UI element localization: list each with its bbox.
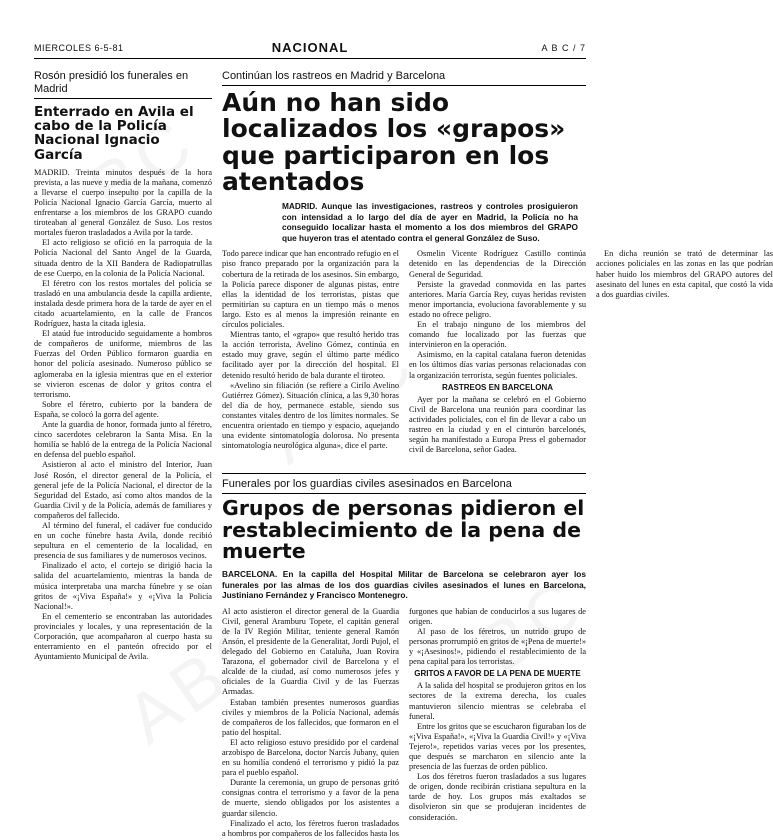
right1-subhead: RASTREOS EN BARCELONA	[441, 382, 554, 392]
section-name: NACIONAL	[271, 40, 349, 55]
left-kicker: Rosón presidió los funerales en Madrid	[34, 70, 212, 99]
right1-paragraph: Asimismo, en la capital catalana fueron detenidas en los últimos días varias personas relacionadas con la organización terrorista, según fuentes policiales.	[409, 350, 586, 380]
right2-paragraph: A la salida del hospital se produjeron gritos en los sectores de la extrema derecha, los cuales mantuvieron silencio mientras se celebraba el funeral.	[409, 681, 586, 721]
right-articles	[222, 70, 773, 838]
header-rule	[34, 58, 586, 59]
left-body	[34, 168, 212, 663]
left-headline: Enterrado en Avila el cabo de la Policía Nacional Ignacio García	[34, 104, 194, 163]
right1-paragraph: En dicha reunión se trató de determinar las acciones policiales en las zonas en las que podrían haber huido los miembros del GRAPO autores del asesinato del lunes en esta capital, que costó la vida a dos guardias civiles.	[596, 249, 773, 299]
article-separator	[222, 473, 586, 474]
right2-paragraph: Al paso de los féretros, un nutrido grupo de personas prorrumpió en gritos de «¡Pena de muerte!» y «¡Asesinos!», pidiendo el restablecimiento de la pena capital para los terroristas.	[409, 626, 586, 667]
right2-paragraph: Al acto asistieron el director general de la Guardia Civil, general Aramburu Topete, el capitán general de la IV Región Militar, teniente general Ramón Ansón, el presidente de la Generalitat, Jordi Pujol, el delegado del Gobierno en Cataluña, Juan Rovira Tarazona, el gobernador civil de Barcelona y el alcalde de la ciudad, así como numerosos jefes y oficiales de la Guardia Civil y de las Fuerzas Armadas.	[222, 606, 399, 697]
left-paragraph: El ataúd fue introducido seguidamente a hombros de compañeros de uniforme, miembros de las Fuerzas del Orden Público formaron guardia en honor del policía asesinado. Numeroso público se aglomeraba en la iglesia mientras que en el exterior se vivieron escenas de dolor y gritos contra el terrorismo.	[34, 329, 212, 399]
page-header	[34, 40, 586, 56]
right2-paragraph: Durante la ceremonia, un grupo de personas gritó consignas contra el terrorismo y a favor de la pena de muerte, siendo obligados por los asistentes a guardar silencio.	[222, 778, 399, 818]
right2-lead: BARCELONA. En la capilla del Hospital Militar de Barcelona se celebraron ayer los funerales por las almas de los dos guardias civiles asesinados el lunes en Barcelona, Justiniano Fernández y Francisco Montenegro.	[222, 568, 586, 601]
right2-body	[222, 607, 586, 839]
left-paragraph: Asistieron al acto el ministro del Interior, Juan José Rosón, el director general de la Policía, el general jefe de la Policía Nacional, el director de la Seguridad del Estado, así como altos mandos de la Guardia Civil y de la Policía, además de familiares y compañeros del fallecido.	[34, 460, 212, 520]
right1-body	[222, 249, 773, 467]
right1-headline: Aún no han sido localizados los «grapos» que participaron en los atentados	[222, 88, 566, 196]
right1-paragraph: Mientras tanto, el «grapo» que resultó herido tras la acción terrorista, Avelino Gómez, continúa en estado muy grave, según el último parte médico facilitado ayer por la dirección del hospital. El detenido resultó herido de bala durante el tiroteo.	[222, 330, 399, 380]
right2-paragraph: Finalizado el acto, los féretros fueron trasladados a hombros por compañeros de los fallecidos hasta los furgones que habían de conducirlos a sus lugares de origen.	[222, 606, 586, 838]
right1-paragraph: En el trabajo ninguno de los miembros del comando fue localizado por las fuerzas que intervinieron en la operación.	[409, 320, 586, 350]
right1-paragraph: Osmelin Vicente Rodríguez Castillo continúa detenido en las dependencias de la Dirección General de Seguridad.	[409, 249, 586, 279]
right2-subhead: GRITOS A FAVOR DE LA PENA DE MUERTE	[414, 669, 581, 679]
right2-kicker: Funerales por los guardias civiles asesinados en Barcelona	[222, 478, 586, 494]
right1-paragraph: Persiste la gravedad conmovida en las partes anteriores. María García Rey, cuyas heridas revisten menor importancia, evoluciona favorablemente y su estado no ofrece peligro.	[409, 279, 586, 319]
left-paragraph: MADRID. Treinta minutos después de la hora prevista, a las nueve y media de la mañana, comenzó a llevarse el cuerpo insepulto por la capilla de la Policía Nacional Ignacio García García, muerto al enfrentarse a los miembros de los GRAPO cuando tiroteaban al general González de Suso. Los restos mortales fueron trasladados a Avila por la tarde.	[34, 167, 212, 238]
right1-paragraph: Ayer por la mañana se celebró en el Gobierno Civil de Barcelona una reunión para coordinar las actividades policiales, con el fin de llevar a cabo un rastreo en la ciudad y en el cinturón barcelonés, según ha manifestado a Europa Press el gobernador civil de Barcelona, señor Gadea.	[409, 394, 586, 455]
left-paragraph: Sobre el féretro, cubierto por la bandera de España, se colocó la gorra del agente.	[34, 399, 212, 419]
left-paragraph: Ante la guardia de honor, formada junto al féretro, cinco sacerdotes celebraron la Santa Misa. En la homilía se habló de la entrega de la Policía Nacional en defensa del pueblo español.	[34, 420, 212, 460]
right1-paragraph: «Avelino sin filiación (se refiere a Cirilo Avelino Gutiérrez Gómez). Situación clínica, a las 9,30 horas del día de hoy, permanece estable, siendo sus constantes vitales dentro de los límites normales. Se encuentra orientado en tiempo y espacio, aquejando una evidente sintomatología dolorosa. No presenta sintomatología neurológica alguna», dice el parte.	[222, 380, 399, 451]
left-paragraph: El féretro con los restos mortales del policía se trasladó en una ambulancia desde la capilla ardiente, instalada desde primera hora de la tarde de ayer en el citado acuartelamiento, en la calle de Francos Rodríguez, hasta la citada iglesia.	[34, 278, 212, 329]
right2-paragraph: Entre los gritos que se escucharon figuraban los de «¡Viva España!», «¡Viva la Guardia Civil!» y «¡Viva Tejero!», repetidos varias veces por los presentes, que después se marcharon en silencio ante la presencia de las fuerzas de orden público.	[409, 721, 586, 772]
right2-headline: Grupos de personas pidieron el restablecimiento de la pena de muerte	[222, 496, 585, 564]
left-paragraph: El acto religioso se ofició en la parroquia de la Policía Nacional del Santo Angel de la Guarda, situada dentro de la XII Bandera de Radiopatrullas de ese Cuerpo, en la colonia de la Policía Nacional.	[34, 238, 212, 278]
issue-date: MIERCOLES 6-5-81	[34, 43, 124, 53]
right1-lead: MADRID. Aunque las investigaciones, rastreos y controles prosiguieron con intensidad a lo largo del día de ayer en Madrid, la Policía no ha conseguido localizar hasta el momento a los dos miembros del GRAPO que huyeron tras el atentado contra el general González de Suso.	[282, 201, 578, 243]
right2-paragraph: Estaban también presentes numerosos guardias civiles y miembros de la Policía Nacional, además de compañeros de los fallecidos, que formaron en el patio del hospital.	[222, 697, 399, 737]
right2-paragraph: El acto religioso estuvo presidido por el cardenal arzobispo de Barcelona, doctor Narcís Jubany, quien en su homilía condenó el terrorismo y pidió la paz para el pueblo español.	[222, 737, 399, 778]
left-paragraph: Al término del funeral, el cadáver fue conducido en un coche fúnebre hasta Avila, donde recibió sepultura en el cementerio de la localidad, en presencia de sus familiares y de numerosos vecinos.	[34, 520, 212, 561]
right1-kicker: Continúan los rastreos en Madrid y Barcelona	[222, 70, 586, 86]
right2-paragraph: Los dos féretros fueron trasladados a sus lugares de origen, donde recibirán cristiana sepultura en la tarde de hoy. Los grupos más exaltados se disolvieron sin que se produjeran incidentes de consideración.	[409, 772, 586, 822]
left-paragraph: Finalizado el acto, el cortejo se dirigió hacia la salida del acuartelamiento, mientras la banda de música interpretaba una marcha fúnebre y se oían gritos de «¡Viva España!» y «¡Viva la Policía Nacional!».	[34, 561, 212, 611]
left-paragraph: En el cementerio se encontraban las autoridades provinciales y locales, y una representación de la Corporación, que acompañaron al cuerpo hasta su enterramiento en el panteón ofrecido por el Ayuntamiento Municipal de Avila.	[34, 611, 212, 662]
left-article	[34, 70, 212, 820]
right1-paragraph: Todo parece indicar que han encontrado refugio en el piso franco preparado por la organización para la cobertura de la retirada de los asesinos. Sin embargo, la Policía parece disponer de algunas pistas, entre ellas la identidad de los terroristas, pistas que permitirían su captura en un tiempo más o menos largo. Esto es al menos la impresión reinante en círculos policiales.	[222, 249, 399, 330]
page-number: A B C / 7	[541, 43, 586, 53]
